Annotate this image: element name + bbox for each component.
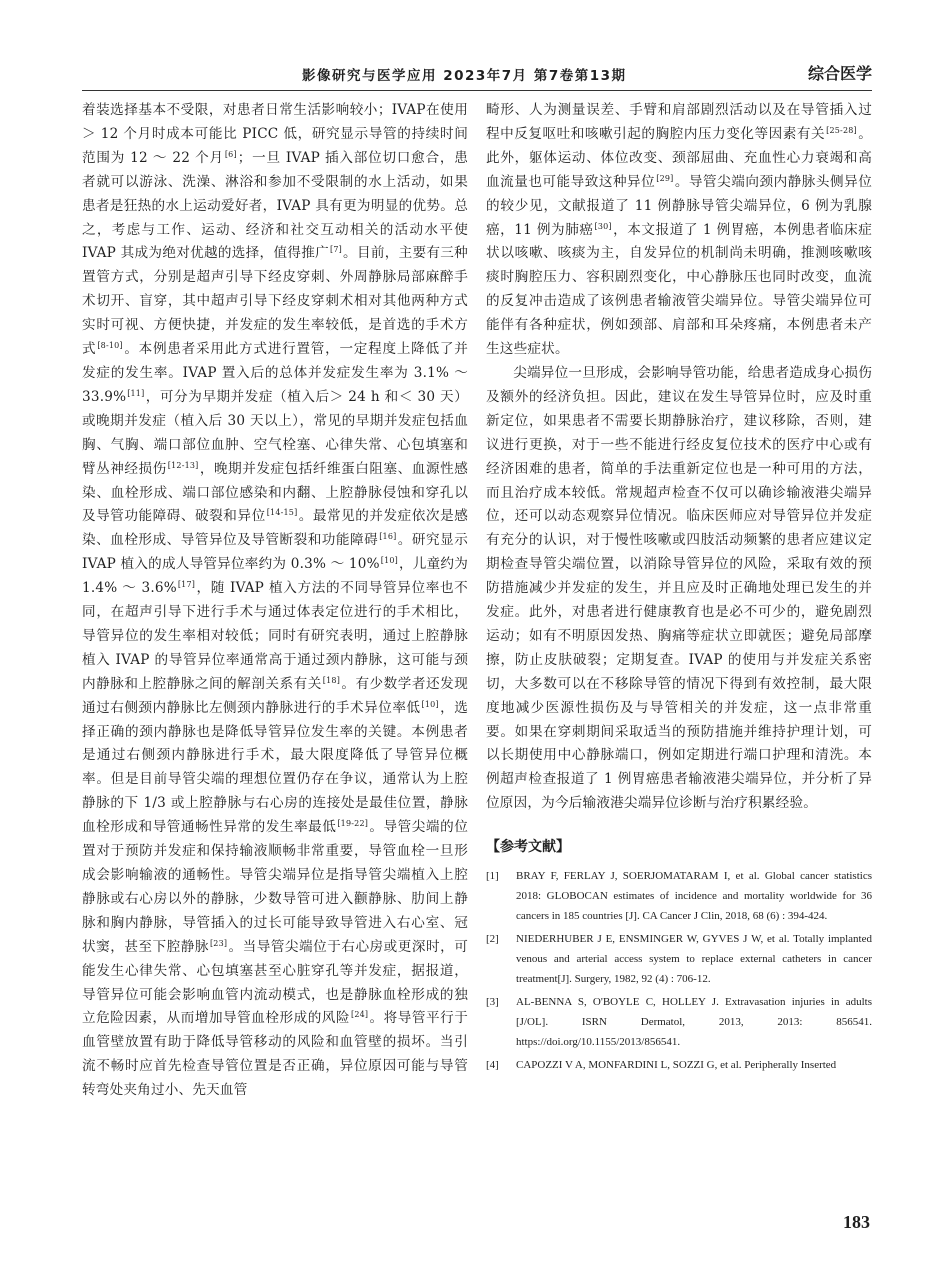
text-run: ，随 IVAP 植入方法的不同导管异位率也不同，在超声引导下进行手术与通过体表定位进行的手术相比，导管异位的发生率相对较低；同时有研究表明，通过上腔静脉植入 IVAP 的导管异位率通常高于通过颈内静脉，这可能与颈内静脉和上腔静脉之间的解剖关系有关 bbox=[82, 580, 468, 692]
section-label: 综合医学 bbox=[807, 64, 872, 83]
text-run: 。此外，躯体运动、体位改变、颈部屈曲、充血性心力衰竭和高血流量也可能导致这种异位 bbox=[486, 125, 872, 190]
citation-ref: [11] bbox=[127, 388, 145, 398]
text-run: 畸形、人为测量误差、手臂和肩部剧烈活动以及在导管插入过程中反复呕吐和咳嗽引起的胸腔内压力变化等因素有关 bbox=[486, 102, 872, 142]
text-run: 。导管尖端的位置对于预防并发症和保持输液顺畅非常重要，导管血栓一旦形成会影响输液的通畅性。导管尖端异位是指导管尖端植入上腔静脉或右心房以外的静脉，少数导管可进入颧静脉、肋间上静脉和胸内静脉，导管插入的过长可能导致导管进入右心室、冠状窦，甚至下腔静脉 bbox=[82, 819, 468, 955]
references-heading: 【参考文献】 bbox=[486, 839, 570, 856]
reference-item bbox=[486, 866, 872, 926]
page-number: 183 bbox=[843, 1212, 870, 1232]
citation-ref: [30] bbox=[594, 221, 612, 231]
citation-ref: [12-13] bbox=[167, 460, 199, 470]
reference-text: CAPOZZI V A, MONFARDINI L, SOZZI G, et al. Peripherally Inserted bbox=[516, 1059, 837, 1072]
paragraph: 尖端异位一旦形成，会影响导管功能，给患者造成身心损伤及额外的经济负担。因此，建议在发生导管异位时，应及时重新定位，如果患者不需要长期静脉治疗，建议移除，否则，建议进行更换，对于一些不能进行经皮复位技术的医疗中心或有经济困难的患者，简单的手法重新定位也是一种可用的方法，而且治疗成本较低。常规超声检查不仅可以确诊输液港尖端异位，还可以动态观察异位情况。临床医师应对导管异位并发症有充分的认识，对于慢性咳嗽或四肢活动频繁的患者应建议定期检查导管尖端位置，以消除导管异位的风险，采取有效的预防措施减少并发症的发生，并且应及时正确地处理已发生的并发症。此外，对患者进行健康教育也是必不可少的，避免剧烈运动；如有不明原因发热、胸痛等症状立即就医；避免局部摩擦，防止皮肤破裂；定期复查。IVAP 的使用与并发症关系密切，大多数可以在不移除导管的情况下得到有效控制，最大限度地减少医源性损伤及与导管相关的并发症，这一点非常重要。如果在穿刺期间采取适当的预防措施并维持护理计划，可以长期使用中心静脉端口，例如定期进行端口护理和清洗。本例超声检查报道了 1 例胃癌患者输液港尖端异位，并分析了异位原因，为今后输液港尖端异位诊断与治疗积累经验。 bbox=[486, 364, 872, 812]
text-run: 着装选择基本不受限，对患者日常生活影响较小；IVAP在使用＞ 12 个月时成本可能比 PICC 低，研究显示导管的持续时间范围为 12 ～ 22 个月 bbox=[82, 102, 468, 166]
text-run: 。当导管尖端位于右心房或更深时，可能发生心律失常、心包填塞甚至心脏穿孔等并发症，据报道，导管异位可能会影响血管内流动模式，也是静脉血栓形成的独立危险因素，从而增加导管血栓形成的风险 bbox=[82, 938, 468, 1027]
citation-ref: [10] bbox=[380, 556, 398, 566]
citation-ref: [14-15] bbox=[266, 508, 298, 518]
citation-ref: [25-28] bbox=[826, 125, 857, 135]
citation-ref: [17] bbox=[177, 580, 196, 590]
reference-number: [4] bbox=[486, 1059, 499, 1072]
citation-ref: [18] bbox=[322, 675, 341, 685]
reference-number: [3] bbox=[486, 996, 499, 1009]
text-run: ，本文报道了 1 例胃癌，本例患者临床症状以咳嗽、咳痰为主，自发异位的机制尚未明确，推测咳嗽咳痰时胸腔压力、容积剧烈变化，中心静脉压也同时改变，血流的反复冲击造成了该例患者输液管尖端异位。导管尖端异位可能伴有各种症状，例如颈部、肩部和耳朵疼痛，本例患者未产生这些症状。 bbox=[486, 221, 872, 358]
citation-ref: [10] bbox=[421, 699, 439, 709]
text-run: 。目前，主要有三种置管方式，分别是超声引导下经皮穿刺、外周静脉局部麻醉手术切开、盲穿，其中超声引导下经皮穿刺术相对其他两种方式实时可视、方便快捷，并发症的发生率较低，是首选的手术方式 bbox=[82, 245, 468, 358]
text-run: ，选择正确的颈内静脉也是降低导管异位发生率的关键。本例患者是通过右侧颈内静脉进行手术，最大限度降低了导管异位概率。但是目前导管尖端的理想位置仍存在争议，通常认为上腔静脉的下 1/3 或上腔静脉与右心房的连接处是最佳位置，静脉血栓形成和导管通畅性异常的发生率最低 bbox=[82, 699, 468, 836]
citation-ref: [8-10] bbox=[97, 341, 123, 351]
text-run: ；一旦 IVAP 插入部位切口愈合，患者就可以游泳、洗澡、淋浴和参加不受限制的水上活动，如果患者是狂热的水上运动爱好者，IVAP 具有更为明显的优势。总之，考虑与工作、运动、经济和社交互动相关的活动水平使 IVAP 其成为绝对优越的选择，值得推广 bbox=[82, 149, 468, 262]
text-run: 。将导管平行于血管壁放置有助于降低导管移动的风险和血管壁的损坏。当引流不畅时应首先检查导管位置是否正确，异位原因可能与导管转弯处夹角过小、先天血管 bbox=[82, 1010, 468, 1099]
paragraph bbox=[486, 99, 872, 362]
citation-ref: [16] bbox=[379, 532, 397, 542]
paragraph bbox=[82, 99, 468, 1103]
text-run: 。有少数学者还发现通过右侧颈内静脉比左侧颈内静脉进行的手术异位率低 bbox=[82, 675, 468, 716]
reference-text: AL-BENNA S, O'BOYLE C, HOLLEY J. Extravasation injuries in adults [J/OL]. ISRN Dermatol, 2013, 2013: 856541. https://doi.org/10.1155/2013/856541. bbox=[516, 996, 872, 1049]
reference-number: [2] bbox=[486, 933, 499, 946]
text-run: 。本例患者采用此方式进行置管，一定程度上降低了并发症的发生率。IVAP 置入后的总体并发症发生率为 3.1% ～ 33.9% bbox=[82, 341, 468, 405]
text-run: 。导管尖端向颈内静脉头侧异位的较少见，文献报道了 11 例静脉导管尖端异位，6 例为乳腺癌，11 例为肺癌 bbox=[486, 173, 872, 238]
text-run: ，晚期并发症包括纤维蛋白阻塞、血源性感染、血栓形成、端口部位感染和内翻、上腔静脉侵蚀和穿孔以及导管功能障碍、破裂和异位 bbox=[82, 460, 468, 525]
running-header bbox=[82, 60, 872, 91]
reference-item bbox=[486, 992, 872, 1052]
reference-list bbox=[486, 866, 872, 1075]
right-column bbox=[486, 99, 872, 1078]
text-run: 。研究显示 IVAP 植入的成人导管异位率约为 0.3% ～ 10% bbox=[82, 532, 468, 573]
citation-ref: [7] bbox=[330, 245, 342, 255]
text-run: ，可分为早期并发症（植入后＞ 24 h 和＜ 30 天）或晚期并发症（植入后 30 天以上），常见的早期并发症包括血胸、气胸、端口部位血肿、空气栓塞、心律失常、心包填塞和臂丛神经损伤 bbox=[82, 388, 468, 477]
journal-title: 影像研究与医学应用 2023年7月 第7卷第13期 bbox=[302, 68, 627, 84]
citation-ref: [6] bbox=[224, 149, 237, 159]
reference-item bbox=[486, 1055, 872, 1075]
citation-ref: [24] bbox=[351, 1010, 369, 1020]
text-run: ，儿童约为 1.4% ～ 3.6% bbox=[82, 556, 468, 597]
reference-number: [1] bbox=[486, 870, 499, 883]
reference-text: NIEDERHUBER J E, ENSMINGER W, GYVES J W, et al. Totally implanted venous and arterial access system to replace external catheters in cancer treatment[J]. Surgery, 1982, 92 (4) : 706-12. bbox=[516, 933, 872, 986]
left-column bbox=[82, 99, 468, 1103]
citation-ref: [29] bbox=[656, 173, 674, 183]
reference-item bbox=[486, 929, 872, 989]
reference-text: BRAY F, FERLAY J, SOERJOMATARAM I, et al. Global cancer statistics 2018: GLOBOCAN estimates of incidence and mortality worldwide for 36 cancers in 185 countries [J]. CA Cancer J Clin, 2018, 68 (6) : 394-424. bbox=[516, 870, 872, 923]
citation-ref: [19-22] bbox=[337, 819, 369, 829]
text-run: 。最常见的并发症依次是感染、血栓形成、导管异位及导管断裂和功能障碍 bbox=[82, 508, 468, 549]
citation-ref: [23] bbox=[209, 938, 228, 948]
